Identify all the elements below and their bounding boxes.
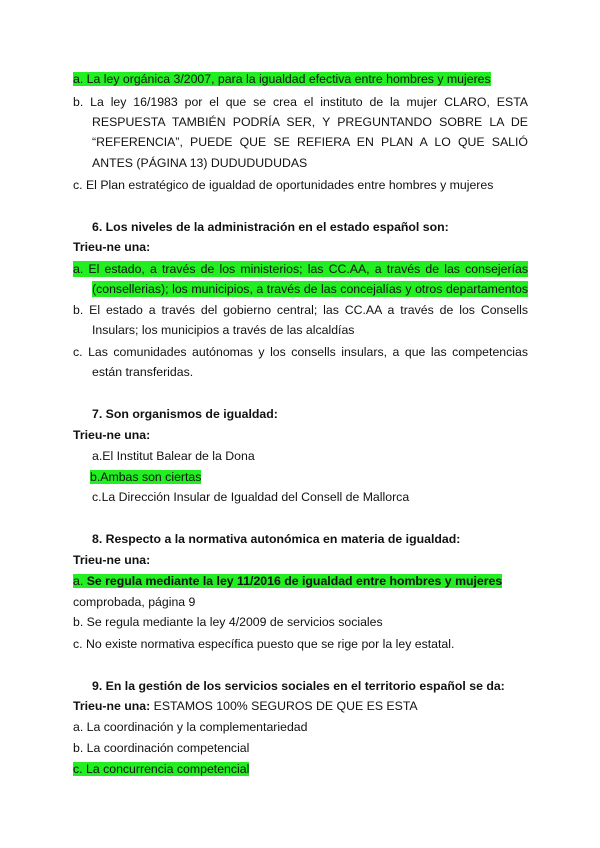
q6-option-c-line1: c. Las comunidades autónomas y los consells insulars, a que las competencias — [73, 345, 528, 359]
q7-option-b-text: b.Ambas son ciertas — [90, 470, 202, 484]
q9-option-a: a. La coordinación y la complementariedad — [73, 720, 308, 734]
q5-option-b-line3: “REFERENCIA”, PUEDE QUE SE REFIERA EN PLAN A LO QUE SALIÓ — [92, 135, 528, 149]
q9-title: 9. En la gestión de los servicios sociales en el territorio español se da: — [92, 679, 505, 693]
q9-option-c — [73, 761, 249, 777]
q9-prompt-line — [73, 698, 418, 714]
q7-option-b — [90, 469, 201, 485]
q6-option-c-line2: están transferidas. — [92, 365, 194, 379]
q8-prompt: Trieu-ne una: — [73, 553, 151, 567]
q5-option-b-line1: b. La ley 16/1983 por el que se crea el instituto de la mujer CLARO, ESTA — [73, 95, 528, 109]
q5-option-a-text: a. La ley orgánica 3/2007, para la igualdad efectiva entre hombres y mujeres — [73, 72, 491, 86]
q9-option-b: b. La coordinación competencial — [73, 741, 250, 755]
q5-option-a — [73, 71, 491, 87]
q6-prompt: Trieu-ne una: — [73, 240, 151, 254]
q7-title: 7. Son organismos de igualdad: — [92, 407, 278, 421]
q6-option-a-line2 — [92, 281, 528, 297]
q8-option-a — [73, 573, 502, 589]
q6-option-a-line1 — [73, 261, 528, 277]
q9-option-c-text: c. La concurrencia competencial — [73, 762, 250, 776]
q6-option-b-line1: b. El estado a través del gobierno central; las CC.AA a través de los Consells — [73, 303, 528, 317]
q9-prompt-note: ESTAMOS 100% SEGUROS DE QUE ES ESTA — [153, 699, 418, 713]
q6-option-a-line2-text: (consellerias); los municipios, a través de las concejalías y otros departamentos — [92, 282, 528, 296]
q7-option-a: a.El Institut Balear de la Dona — [92, 449, 255, 463]
q5-option-b-line2: RESPUESTA TAMBIÉN PODRÍA SER, Y PREGUNTANDO SOBRE LA DE — [92, 115, 528, 129]
q7-option-c: c.La Dirección Insular de Igualdad del Consell de Mallorca — [92, 490, 410, 504]
q5-option-c: c. El Plan estratégico de igualdad de oportunidades entre hombres y mujeres — [73, 178, 494, 192]
q9-prompt: Trieu-ne una: — [73, 699, 151, 713]
q5-option-b-line4: ANTES (PÁGINA 13) DUDUDUDUDAS — [92, 156, 308, 170]
q8-option-a-prefix: a. — [73, 574, 84, 588]
q8-option-a-text: Se regula mediante la ley 11/2016 de igualdad entre hombres y mujeres — [86, 574, 503, 588]
q8-title: 8. Respecto a la normativa autonómica en materia de igualdad: — [92, 532, 461, 546]
q6-title: 6. Los niveles de la administración en el estado español son: — [92, 220, 449, 234]
q6-option-b-line2: Insulars; los municipios a través de las alcaldías — [92, 323, 355, 337]
q6-option-a-line1-text: a. El estado, a través de los ministerios; las CC.AA, a través de las consejerías — [73, 262, 528, 276]
q8-note: comprobada, página 9 — [73, 595, 196, 609]
q7-prompt: Trieu-ne una: — [73, 428, 151, 442]
q8-option-c: c. No existe normativa específica puesto que se rige por la ley estatal. — [73, 637, 455, 651]
q8-option-b: b. Se regula mediante la ley 4/2009 de servicios sociales — [73, 615, 383, 629]
